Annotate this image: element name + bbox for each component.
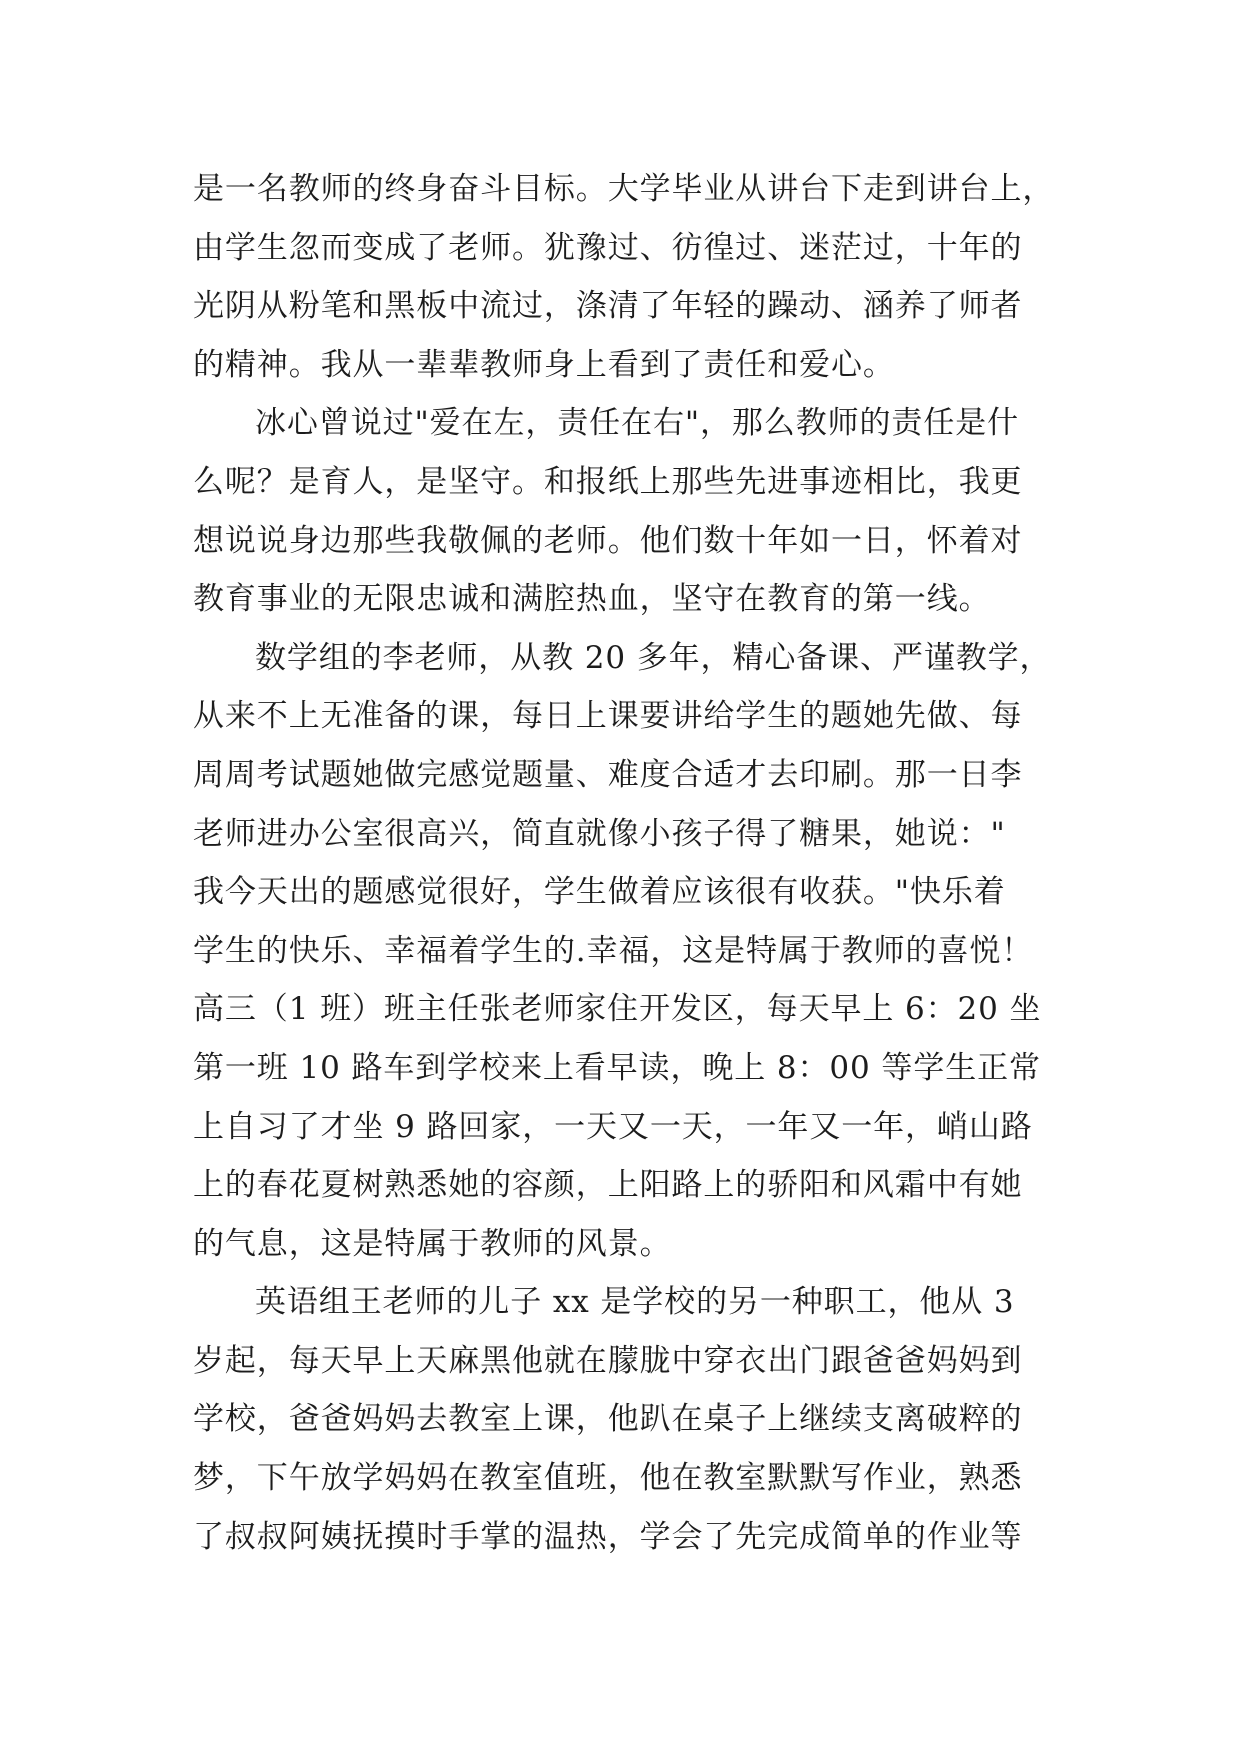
text-line: 想说说身边那些我敬佩的老师。他们数十年如一日，怀着对 <box>193 522 1023 559</box>
text-line: 学校，爸爸妈妈去教室上课，他趴在桌子上继续支离破粹的 <box>193 1401 1023 1438</box>
text-line: 梦，下午放学妈妈在教室值班，他在教室默默写作业，熟悉 <box>193 1460 1023 1497</box>
text-line: 么呢？是育人，是坚守。和报纸上那些先进事迹相比，我更 <box>193 463 1023 500</box>
text-line: 了叔叔阿姨抚摸时手掌的温热，学会了先完成简单的作业等 <box>193 1518 1023 1555</box>
text-line: 我今天出的题感觉很好，学生做着应该很有收获。"快乐着 <box>193 874 1006 911</box>
text-line: 数学组的李老师，从教 20 多年，精心备课、严谨教学， <box>255 639 1052 676</box>
text-line: 高三（1 班）班主任张老师家住开发区，每天早上 6：20 坐 <box>193 991 1042 1028</box>
text-line: 老师进办公室很高兴，简直就像小孩子得了糖果，她说：" <box>193 815 1006 852</box>
body-text <box>193 160 1093 1566</box>
text-line: 英语组王老师的儿子 xx 是学校的另一种职工，他从 3 <box>255 1284 1015 1321</box>
text-line: 从来不上无准备的课，每日上课要讲给学生的题她先做、每 <box>193 698 1023 735</box>
text-line: 第一班 10 路车到学校来上看早读，晚上 8：00 等学生正常 <box>193 1049 1041 1086</box>
text-line: 学生的快乐、幸福着学生的.幸福，这是特属于教师的喜悦！ <box>193 932 1034 969</box>
text-line: 教育事业的无限忠诚和满腔热血，坚守在教育的第一线。 <box>193 581 991 618</box>
text-line: 的精神。我从一辈辈教师身上看到了责任和爱心。 <box>193 346 895 383</box>
text-line: 的气息，这是特属于教师的风景。 <box>193 1225 672 1262</box>
text-line: 光阴从粉笔和黑板中流过，涤清了年轻的躁动、涵养了师者 <box>193 288 1023 325</box>
text-line: 周周考试题她做完感觉题量、难度合适才去印刷。那一日李 <box>193 756 1023 793</box>
text-line: 冰心曾说过"爱在左，责任在右"，那么教师的责任是什 <box>255 405 1020 442</box>
text-line: 是一名教师的终身奋斗目标。大学毕业从讲台下走到讲台上， <box>193 171 1055 207</box>
text-line: 上自习了才坐 9 路回家，一天又一天，一年又一年，峭山路 <box>193 1108 1033 1145</box>
text-line: 由学生忽而变成了老师。犹豫过、彷徨过、迷茫过，十年的 <box>193 229 1023 266</box>
text-line: 上的春花夏树熟悉她的容颜，上阳路上的骄阳和风霜中有她 <box>193 1167 1023 1204</box>
text-line: 岁起，每天早上天麻黑他就在朦胧中穿衣出门跟爸爸妈妈到 <box>193 1342 1023 1379</box>
